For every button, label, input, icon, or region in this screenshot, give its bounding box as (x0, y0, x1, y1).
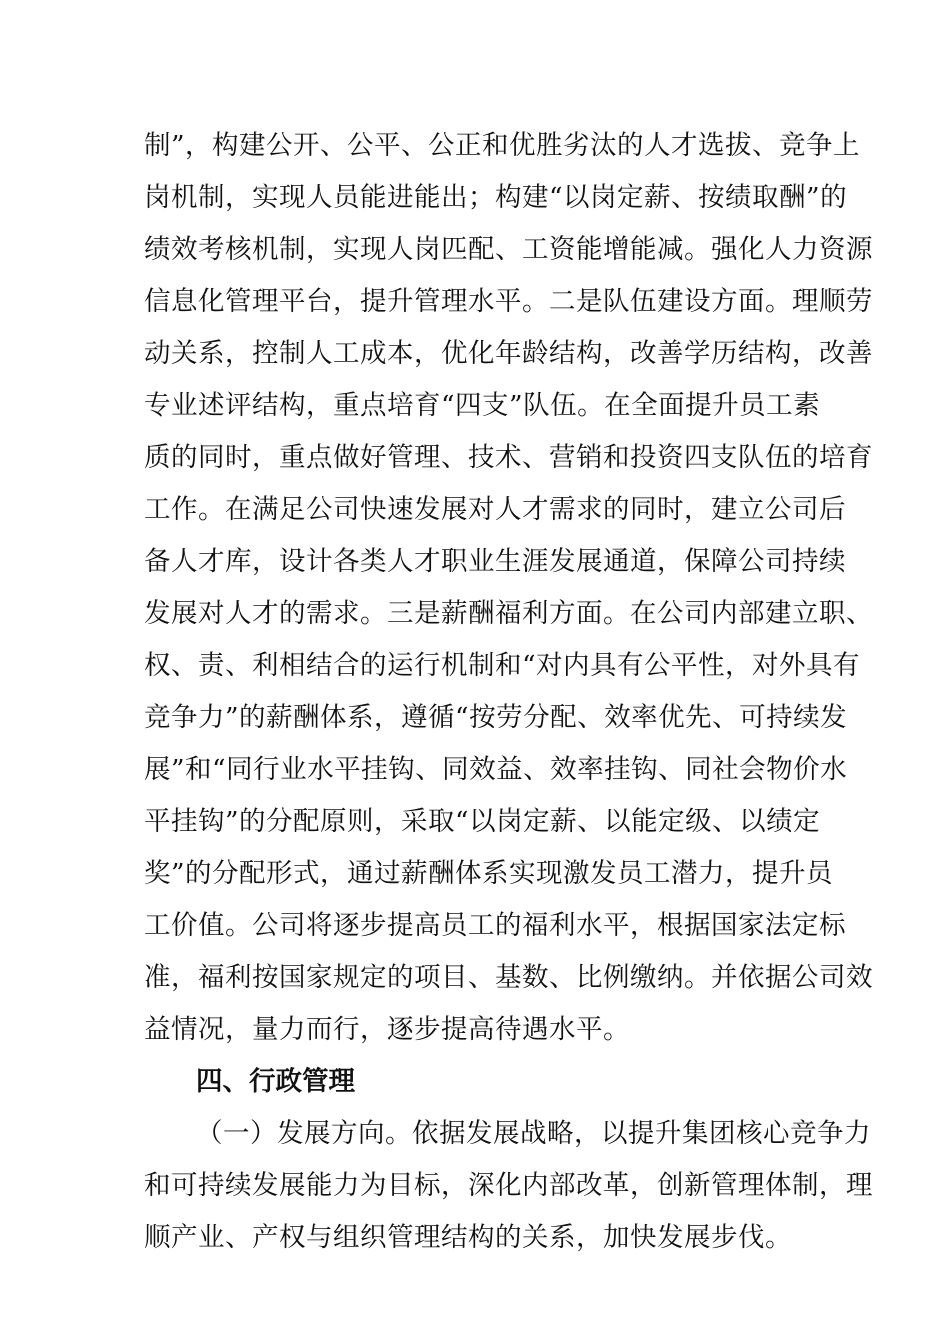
paragraph-line: 展”和“同行业水平挂钩、同效益、效率挂钩、同社会物价水 (144, 754, 848, 785)
section-heading: 四、行政管理 (196, 1066, 355, 1097)
paragraph-line: 专业述评结构，重点培育“四支”队伍。在全面提升员工素 (144, 390, 821, 421)
paragraph-line: 发展对人才的需求。三是薪酬福利方面。在公司内部建立职、 (144, 598, 873, 629)
paragraph-line: 平挂钩”的分配原则，采取“以岗定薪、以能定级、以绩定 (144, 806, 821, 837)
paragraph-line: 动关系，控制人工成本，优化年龄结构，改善学历结构，改善 (144, 338, 873, 369)
paragraph-line: 和可持续发展能力为目标，深化内部改革，创新管理体制，理 (144, 1170, 873, 1201)
paragraph-line: 权、责、利相结合的运行机制和“对内具有公平性，对外具有 (144, 650, 861, 681)
paragraph-line: 绩效考核机制，实现人岗匹配、工资能增能减。强化人力资源 (144, 234, 873, 265)
paragraph-line: 质的同时，重点做好管理、技术、营销和投资四支队伍的培育 (144, 442, 873, 473)
paragraph-line: 备人才库，设计各类人才职业生涯发展通道，保障公司持续 (144, 546, 846, 577)
paragraph-line: 竞争力”的薪酬体系，遵循“按劳分配、效率优先、可持续发 (144, 702, 848, 733)
paragraph-line: 顺产业、产权与组织管理结构的关系，加快发展步伐。 (144, 1222, 792, 1253)
paragraph-line: 工价值。公司将逐步提高员工的福利水平，根据国家法定标 (144, 910, 846, 941)
paragraph-line: 工作。在满足公司快速发展对人才需求的同时，建立公司后 (144, 494, 846, 525)
paragraph-line: 岗机制，实现人员能进能出；构建“以岗定薪、按绩取酬”的 (144, 182, 848, 213)
paragraph-line: 准，福利按国家规定的项目、基数、比例缴纳。并依据公司效 (144, 962, 873, 993)
paragraph-line: 益情况，量力而行，逐步提高待遇水平。 (144, 1014, 630, 1045)
paragraph-line: 奖”的分配形式，通过薪酬体系实现激发员工潜力，提升员 (144, 858, 834, 889)
paragraph-line: 信息化管理平台，提升管理水平。二是队伍建设方面。理顺劳 (144, 286, 873, 317)
paragraph-line: 制”，构建公开、公平、公正和优胜劣汰的人才选拔、竞争上 (144, 130, 861, 161)
paragraph-line: （一）发展方向。依据发展战略，以提升集团核心竞争力 (196, 1118, 871, 1149)
